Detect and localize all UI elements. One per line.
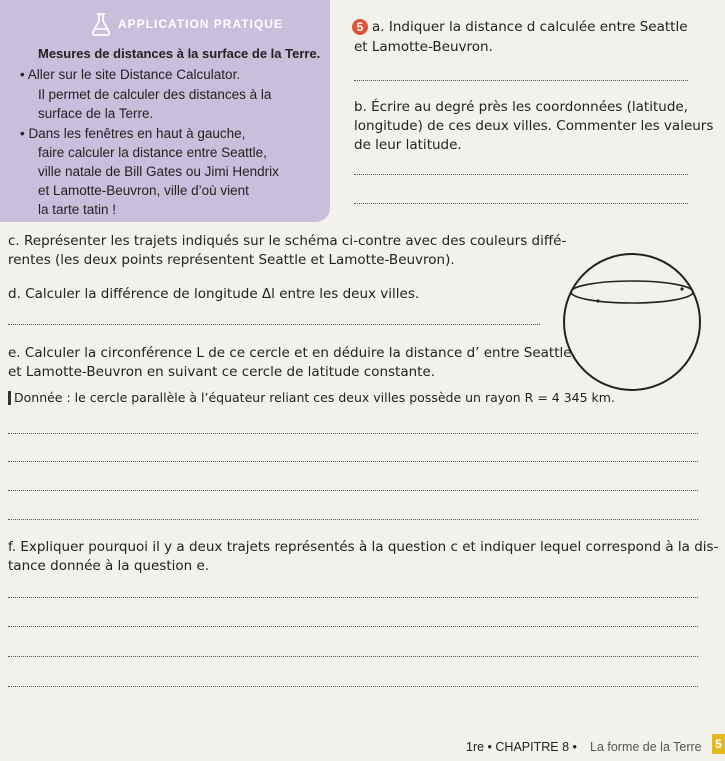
question-d: d. Calculer la différence de longitude Δl entre les deux villes. xyxy=(8,286,420,302)
application-box xyxy=(0,0,330,222)
bullet2-line1: • Dans les fenêtres en haut à gauche, xyxy=(20,124,245,144)
question-b-line1: b. Écrire au degré près les coordonnées (latitude, xyxy=(354,99,688,115)
bullet1-line2: Il permet de calculer des distances à la xyxy=(38,87,272,102)
box-header xyxy=(90,12,283,36)
question-a-line1: a. Indiquer la distance d calculée entre Seattle xyxy=(372,19,688,35)
question-c-line1: c. Représenter les trajets indiqués sur le schéma ci-contre avec des couleurs diffé- xyxy=(8,233,567,249)
sphere-outline xyxy=(564,254,700,390)
answer-line[interactable] xyxy=(354,80,688,81)
city-point xyxy=(596,299,599,302)
answer-line[interactable] xyxy=(8,626,698,627)
box-header-label: APPLICATION PRATIQUE xyxy=(118,17,283,31)
donnee-marker xyxy=(8,391,11,405)
answer-line[interactable] xyxy=(8,686,698,687)
box-title: Mesures de distances à la surface de la Terre. xyxy=(38,46,321,61)
answer-line[interactable] xyxy=(354,174,688,175)
donnee-text: Donnée : le cercle parallèle à l’équateur reliant ces deux villes possède un rayon R = 4 345 km. xyxy=(14,390,615,405)
question-f-line2: tance donnée à la question e. xyxy=(8,558,210,574)
answer-line[interactable] xyxy=(8,461,698,462)
flask-icon xyxy=(90,12,112,36)
answer-line[interactable] xyxy=(8,656,698,657)
answer-line[interactable] xyxy=(8,324,540,325)
answer-line[interactable] xyxy=(8,597,698,598)
bullet1-line1: • Aller sur le site Distance Calculator. xyxy=(20,65,240,85)
bullet2-line3: ville natale de Bill Gates ou Jimi Hendrix xyxy=(38,164,279,179)
city-point xyxy=(680,287,683,290)
bullet2-line4: et Lamotte-Beuvron, ville d’où vient xyxy=(38,183,249,198)
answer-line[interactable] xyxy=(8,519,698,520)
bullet2-line2: faire calculer la distance entre Seattle, xyxy=(38,145,267,160)
bullet2-line5: la tarte tatin ! xyxy=(38,202,117,217)
answer-line[interactable] xyxy=(8,433,698,434)
footer-title: La forme de la Terre xyxy=(590,740,702,754)
exercise-number: 5 xyxy=(352,19,368,35)
question-a-line2: et Lamotte-Beuvron. xyxy=(354,39,493,55)
question-b-line2: longitude) de ces deux villes. Commenter les valeurs xyxy=(354,118,714,134)
question-f-line1: f. Expliquer pourquoi il y a deux trajets représentés à la question c et indiquer lequel correspond à la dis- xyxy=(8,539,719,555)
earth-sphere-diagram xyxy=(548,246,720,396)
footer-chapter: 1re • CHAPITRE 8 • xyxy=(466,740,577,754)
answer-line[interactable] xyxy=(8,490,698,491)
question-b-line3: de leur latitude. xyxy=(354,137,462,153)
answer-line[interactable] xyxy=(354,203,688,204)
question-e-line1: e. Calculer la circonférence L de ce cercle et en déduire la distance d’ entre Seattle xyxy=(8,345,572,361)
latitude-circle xyxy=(571,281,693,303)
bullet1-line3: surface de la Terre. xyxy=(38,106,154,121)
question-c-line2: rentes (les deux points représentent Seattle et Lamotte-Beuvron). xyxy=(8,252,455,268)
page-tab: 5 xyxy=(712,734,725,754)
question-e-line2: et Lamotte-Beuvron en suivant ce cercle de latitude constante. xyxy=(8,364,436,380)
